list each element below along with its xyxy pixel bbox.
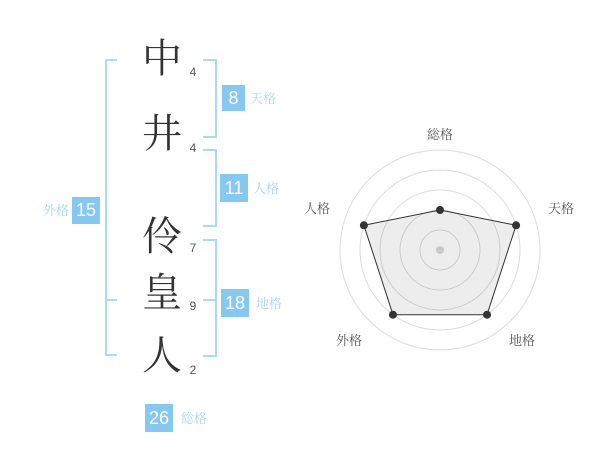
chikaku-bracket-line bbox=[215, 239, 217, 357]
radar-axis-gaikaku: 外格 bbox=[335, 333, 362, 348]
gaikaku-bracket-tick-top bbox=[105, 59, 117, 61]
chikaku-bracket-tick-top bbox=[203, 239, 215, 241]
chikaku-value-badge: 18 bbox=[221, 289, 249, 317]
surname-char-2: 井 bbox=[142, 112, 182, 156]
chikaku-label: 地格 bbox=[256, 296, 283, 311]
tenkaku-value-badge: 8 bbox=[222, 85, 245, 111]
gaikaku-bracket-line bbox=[105, 59, 107, 356]
radar-axis-jinkaku: 人格 bbox=[303, 201, 330, 216]
gaikaku-value-badge: 15 bbox=[72, 197, 100, 224]
soukaku-label: 総格 bbox=[181, 411, 208, 426]
chikaku-bracket-tick-middle bbox=[203, 299, 215, 301]
stroke-count-5: 2 bbox=[189, 363, 197, 377]
jinkaku-bracket-line bbox=[215, 149, 217, 227]
radar-axis-tenkaku: 天格 bbox=[547, 201, 574, 216]
stroke-count-1: 4 bbox=[189, 65, 197, 79]
gaikaku-label: 外格 bbox=[43, 203, 70, 218]
chikaku-bracket-tick-bottom bbox=[203, 355, 215, 357]
tenkaku-bracket-tick-bottom bbox=[203, 136, 215, 138]
jinkaku-bracket-tick-bottom bbox=[203, 225, 215, 227]
tenkaku-label: 天格 bbox=[250, 91, 277, 106]
stroke-count-4: 9 bbox=[189, 299, 197, 313]
tenkaku-bracket-line bbox=[215, 59, 217, 138]
gaikaku-bracket-tick-middle bbox=[105, 299, 117, 301]
given-char-2: 皇 bbox=[142, 271, 182, 315]
gaikaku-bracket-tick-bottom bbox=[105, 354, 117, 356]
radar-axis-chikaku: 地格 bbox=[508, 333, 535, 348]
soukaku-value-badge: 26 bbox=[145, 404, 173, 432]
jinkaku-bracket-tick-top bbox=[203, 149, 215, 151]
given-char-1: 伶 bbox=[142, 215, 182, 259]
jinkaku-label: 人格 bbox=[253, 181, 280, 196]
jinkaku-value-badge: 11 bbox=[220, 174, 248, 202]
stroke-count-2: 4 bbox=[189, 141, 197, 155]
given-char-3: 人 bbox=[142, 334, 182, 378]
surname-char-1: 中 bbox=[142, 37, 182, 81]
tenkaku-bracket-tick-top bbox=[203, 59, 215, 61]
stroke-count-3: 7 bbox=[189, 241, 197, 255]
radar-axis-soukaku: 総格 bbox=[426, 127, 453, 142]
